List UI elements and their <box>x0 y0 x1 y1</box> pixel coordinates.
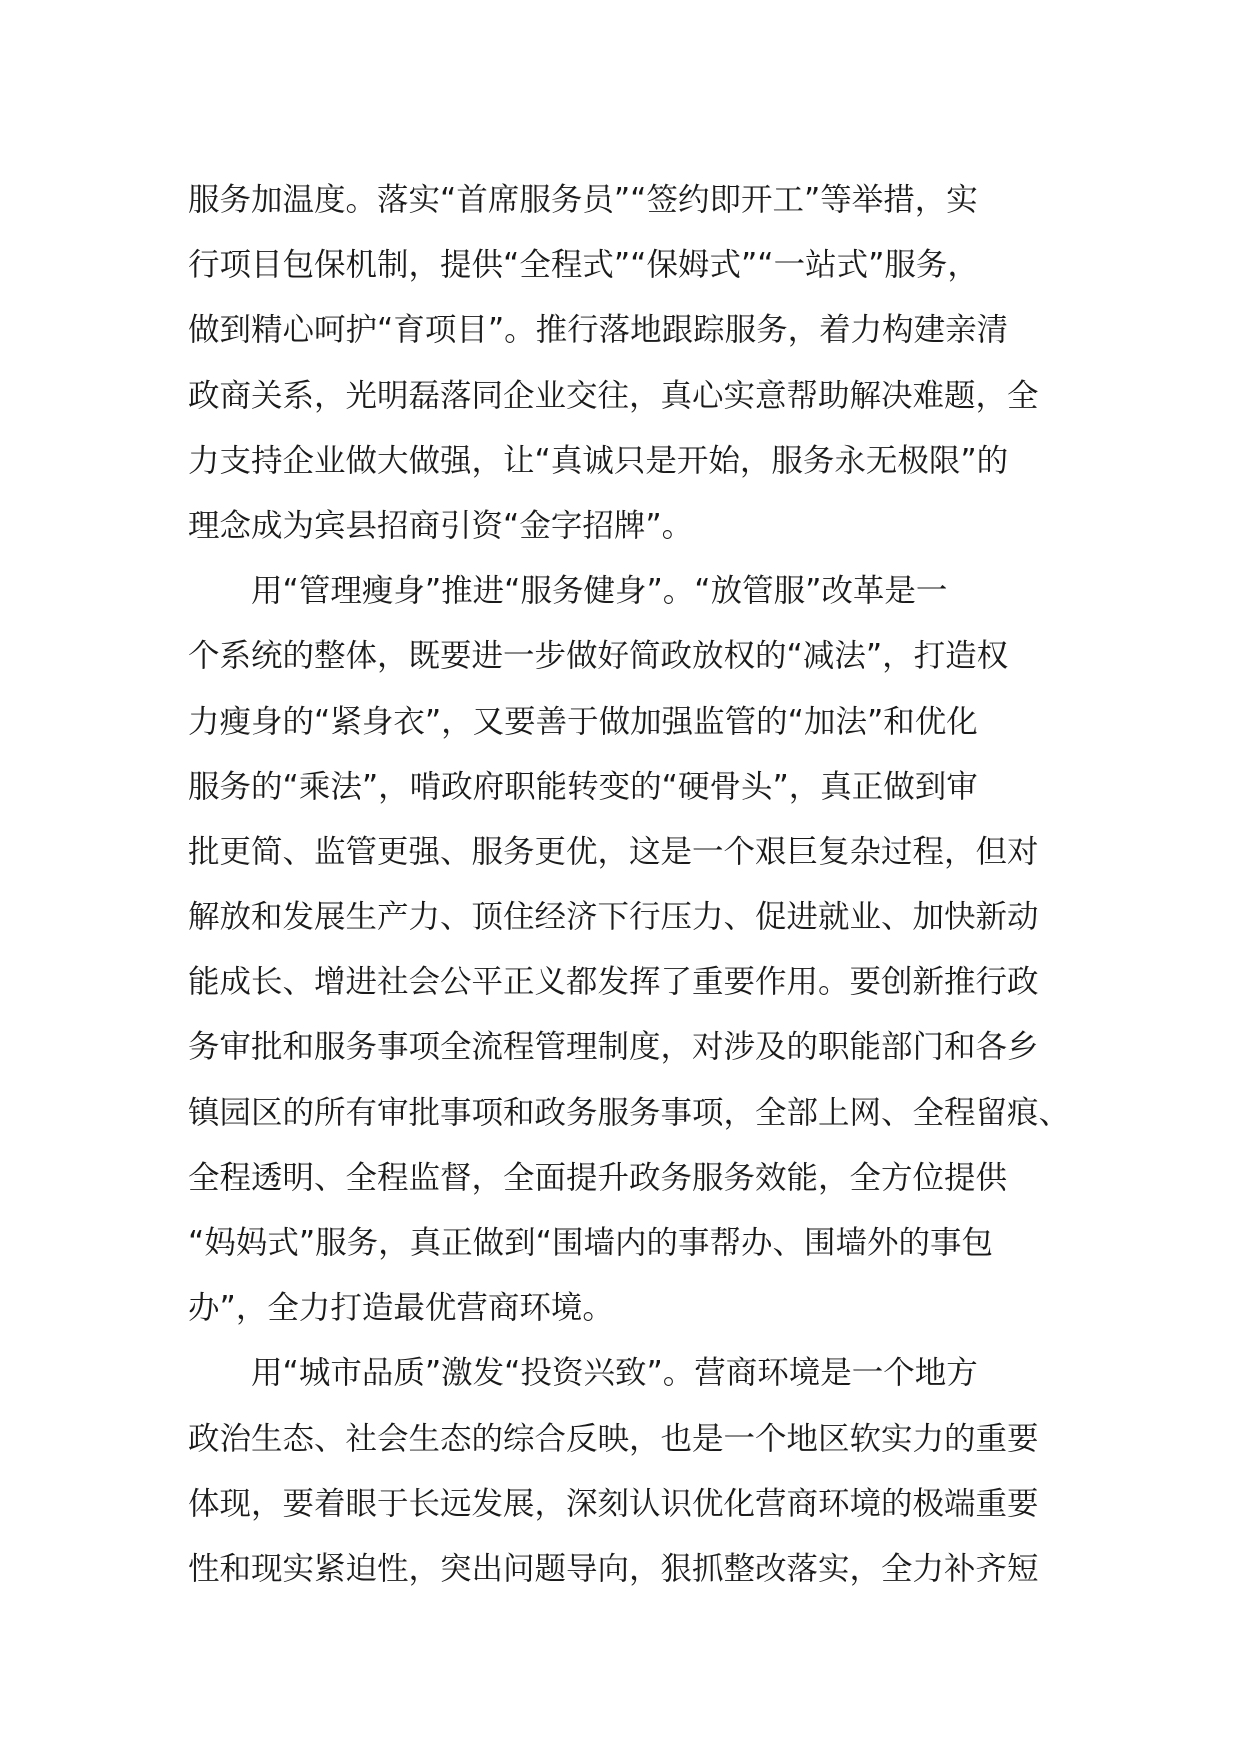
text-line-17: “妈妈式”服务，真正做到“围墙内的事帮办、围墙外的事包 <box>188 1225 993 1261</box>
text-line-8: 个系统的整体，既要进一步做好简政放权的“减法”，打造权 <box>188 638 1009 675</box>
text-line-9: 力瘦身的“紧身衣”，又要善于做加强监管的“加法”和优化 <box>188 703 978 740</box>
text-line-15: 镇园区的所有审批事项和政务服务事项，全部上网、全程留痕、 <box>188 1094 1071 1131</box>
text-line-21: 体现，要着眼于长远发展，深刻认识优化营商环境的极端重要 <box>188 1485 1039 1522</box>
text-line-4: 政商关系，光明磊落同企业交往，真心实意帮助解决难题，全 <box>188 377 1039 414</box>
text-line-5: 力支持企业做大做强，让“真诚只是开始，服务永无极限”的 <box>188 442 1009 479</box>
text-line-18: 办”，全力打造最优营商环境。 <box>188 1290 614 1327</box>
text-line-2: 行项目包保机制，提供“全程式”“保姆式”“一站式”服务， <box>188 247 979 284</box>
text-line-14: 务审批和服务事项全流程管理制度，对涉及的职能部门和各乡 <box>188 1029 1039 1066</box>
text-line-12: 解放和发展生产力、顶住经济下行压力、促进就业、加快新动 <box>188 899 1039 936</box>
text-line-13: 能成长、增进社会公平正义都发挥了重要作用。要创新推行政 <box>188 964 1039 1001</box>
text-line-20: 政治生态、社会生态的综合反映，也是一个地区软实力的重要 <box>188 1420 1039 1457</box>
text-line-22: 性和现实紧迫性，突出问题导向，狠抓整改落实，全力补齐短 <box>188 1550 1039 1587</box>
paragraph-start-line-7: 用“管理瘦身”推进“服务健身”。“放管服”改革是一 <box>251 573 948 610</box>
body-text <box>188 168 1071 1602</box>
text-line-16: 全程透明、全程监督，全面提升政务服务效能，全方位提供 <box>188 1159 1008 1196</box>
text-line-11: 批更简、监管更强、服务更优，这是一个艰巨复杂过程，但对 <box>188 833 1039 870</box>
text-line-10: 服务的“乘法”，啃政府职能转变的“硬骨头”，真正做到审 <box>188 768 978 805</box>
text-line-1: 服务加温度。落实“首席服务员”“签约即开工”等举措，实 <box>188 182 978 218</box>
paragraph-start-line-19: 用“城市品质”激发“投资兴致”。营商环境是一个地方 <box>251 1355 978 1392</box>
text-line-6: 理念成为宾县招商引资“金字招牌”。 <box>188 507 694 544</box>
text-line-3: 做到精心呵护“育项目”。推行落地跟踪服务，着力构建亲清 <box>188 312 1009 349</box>
